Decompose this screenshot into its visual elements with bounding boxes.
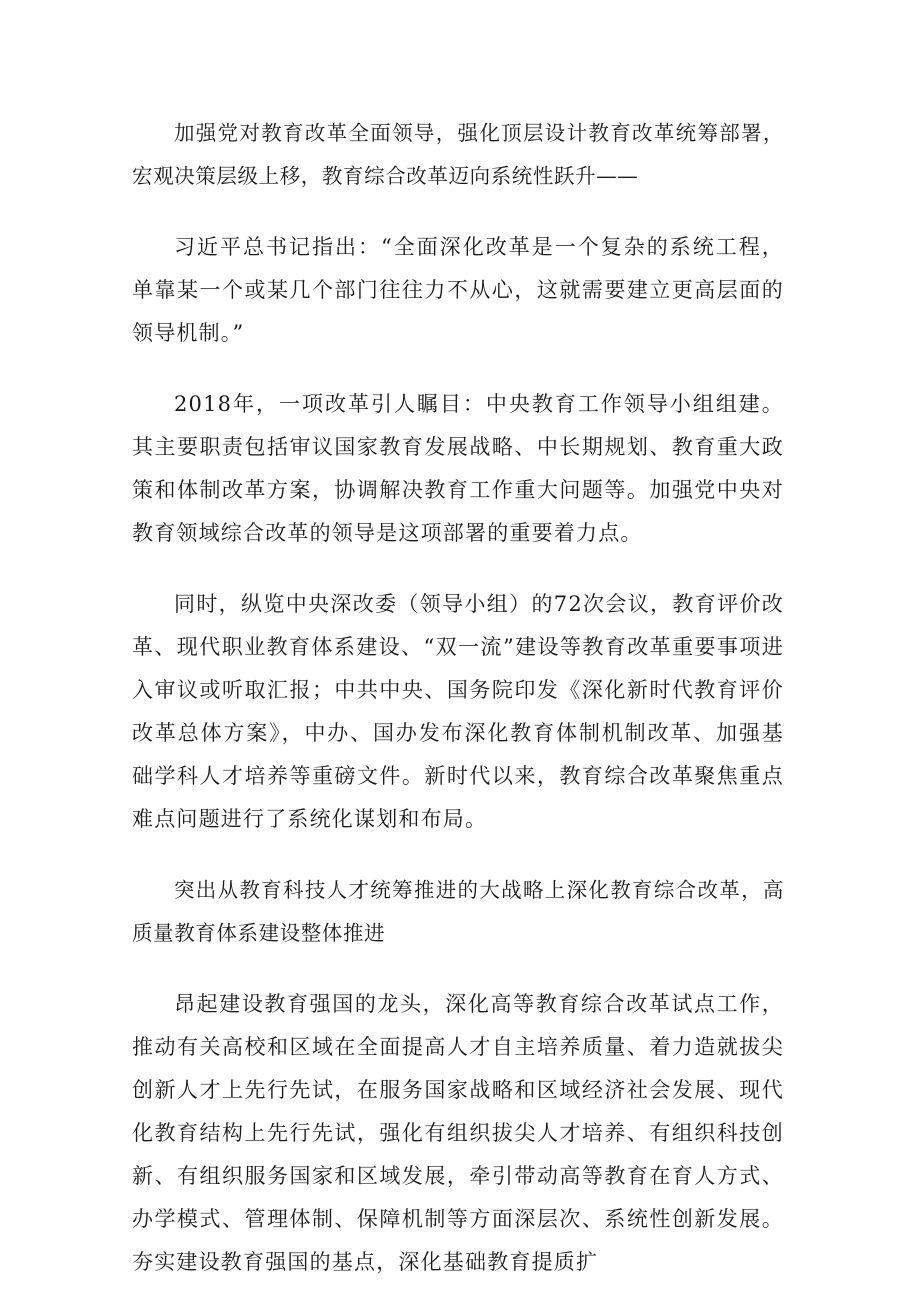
section-lead-paragraph: 加强党对教育改革全面领导，强化顶层设计教育改革统筹部署，宏观决策层级上移，教育综合改革迈向系统性跃升——: [132, 121, 784, 188]
quote-paragraph: 习近平总书记指出：“全面深化改革是一个复杂的系统工程，单靠某一个或某几个部门往往力不从心，这就需要建立更高层面的领导机制。”: [132, 235, 784, 345]
section-lead-paragraph: 突出从教育科技人才统筹推进的大战略上深化教育综合改革，高质量教育体系建设整体推进: [132, 878, 784, 945]
article-body: [132, 112, 784, 1284]
body-paragraph: 同时，纵览中央深改委（领导小组）的72次会议，教育评价改革、现代职业教育体系建设、“双一流”建设等教育改革重要事项进入审议或听取汇报；中共中央、国务院印发《深化新时代教育评价改革总体方案》，中办、国办发布深化教育体制机制改革、加强基础学科人才培养等重磅文件。新时代以来，教育综合改革聚焦重点难点问题进行了系统化谋划和布局。: [132, 592, 784, 831]
body-paragraph: 昂起建设教育强国的龙头，深化高等教育综合改革试点工作，推动有关高校和区域在全面提高人才自主培养质量、着力造就拔尖创新人才上先行先试，在服务国家战略和区域经济社会发展、现代化教育结构上先行先试，强化有组织拔尖人才培养、有组织科技创新、有组织服务国家和区域发展，牵引带动高等教育在育人方式、办学模式、管理体制、保障机制等方面深层次、系统性创新发展。夯实建设教育强国的基点，深化基础教育提质扩: [132, 992, 784, 1274]
body-paragraph: 2018年，一项改革引人瞩目：中央教育工作领导小组组建。其主要职责包括审议国家教育发展战略、中长期规划、教育重大政策和体制改革方案，协调解决教育工作重大问题等。加强党中央对教育领域综合改革的领导是这项部署的重要着力点。: [132, 392, 784, 545]
